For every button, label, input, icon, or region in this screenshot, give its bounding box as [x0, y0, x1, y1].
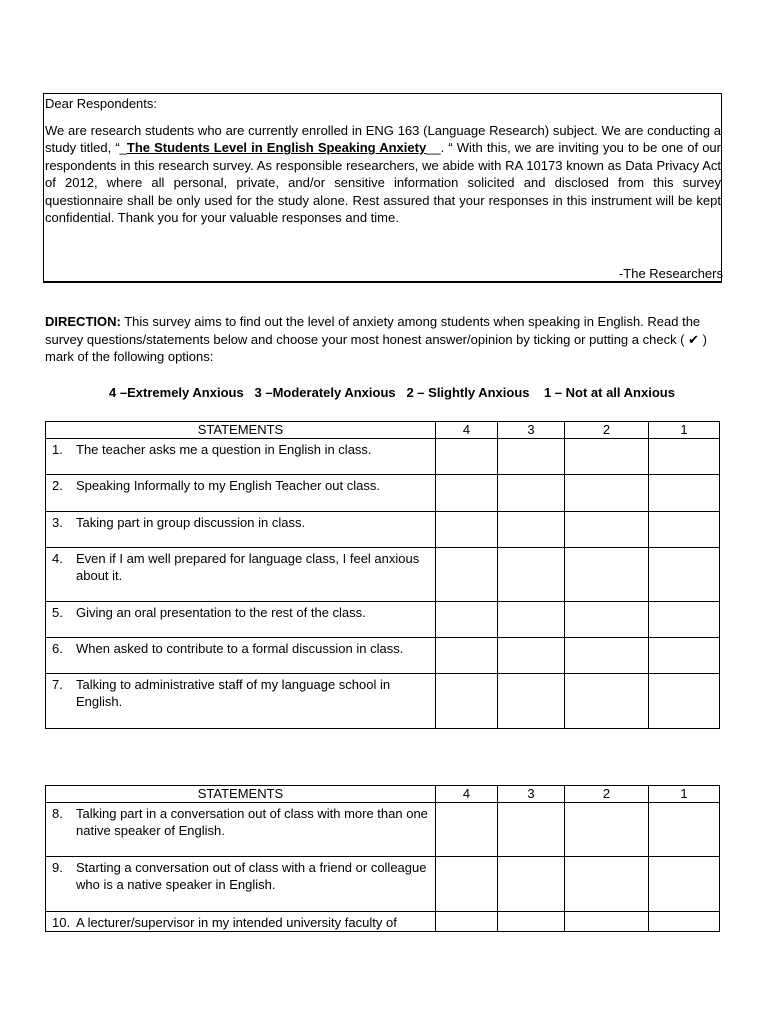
- direction-paragraph: [45, 313, 725, 366]
- statement-text: Talking to administrative staff of my language school in English.: [76, 677, 391, 710]
- statement-number: 1.: [52, 442, 63, 457]
- statement-cell: [46, 674, 436, 729]
- statement-number: 5.: [52, 605, 63, 620]
- rating-4-cell[interactable]: [436, 439, 498, 475]
- rating-1-cell[interactable]: [649, 857, 720, 912]
- statement-number: 10.: [52, 915, 71, 930]
- statement-number: 4.: [52, 551, 63, 566]
- table-row: [46, 638, 720, 674]
- letter-body: [45, 122, 721, 226]
- table-header-row: [46, 422, 720, 439]
- header-statements: STATEMENTS: [46, 786, 436, 803]
- rating-1-cell[interactable]: [649, 912, 720, 932]
- study-title: The Students Level in English Speaking Anxiety: [126, 140, 427, 156]
- statement-cell: [46, 439, 436, 475]
- rating-2-cell[interactable]: [565, 638, 649, 674]
- statement-text: Taking part in group discussion in class.: [76, 515, 306, 530]
- letter-greeting: Dear Respondents:: [45, 96, 158, 111]
- header-rating-1: 1: [649, 786, 720, 803]
- rating-3-cell[interactable]: [498, 674, 565, 729]
- header-rating-3: 3: [498, 786, 565, 803]
- table-row: [46, 912, 720, 932]
- header-statements: STATEMENTS: [46, 422, 436, 439]
- rating-2-cell[interactable]: [565, 548, 649, 602]
- direction-text: This survey aims to find out the level of anxiety among students when speaking in English. Read the survey questions/statements below and choose your most honest answer/opinion by ticking or putting a check ( ✔ ) mark of the following options:: [45, 314, 707, 364]
- letter-body-intro: We are research students who are currently enrolled in ENG 163 (Language Research) subject. We are conducting a study titled, “_: [45, 123, 721, 156]
- rating-1-cell[interactable]: [649, 803, 720, 857]
- table-row: [46, 803, 720, 857]
- table-row: [46, 857, 720, 912]
- header-rating-1: 1: [649, 422, 720, 439]
- statement-cell: [46, 475, 436, 512]
- rating-3-cell[interactable]: [498, 857, 565, 912]
- statement-text: Giving an oral presentation to the rest of the class.: [76, 605, 366, 620]
- rating-2-cell[interactable]: [565, 475, 649, 512]
- rating-4-cell[interactable]: [436, 857, 498, 912]
- rating-3-cell[interactable]: [498, 439, 565, 475]
- statement-number: 8.: [52, 806, 63, 821]
- direction-label: DIRECTION:: [45, 314, 121, 329]
- table-row: [46, 674, 720, 729]
- table-row: [46, 512, 720, 548]
- table-header-row: [46, 786, 720, 803]
- header-rating-2: 2: [565, 786, 649, 803]
- statement-text: A lecturer/supervisor in my intended university faculty of: [76, 915, 397, 930]
- statement-number: 2.: [52, 478, 63, 493]
- rating-2-cell[interactable]: [565, 857, 649, 912]
- statement-text: When asked to contribute to a formal discussion in class.: [76, 641, 404, 656]
- rating-1-cell[interactable]: [649, 512, 720, 548]
- table-row: [46, 475, 720, 512]
- rating-1-cell[interactable]: [649, 548, 720, 602]
- rating-3-cell[interactable]: [498, 548, 565, 602]
- statement-cell: [46, 803, 436, 857]
- table-row: [46, 439, 720, 475]
- statement-text: Talking part in a conversation out of class with more than one native speaker of English.: [76, 806, 428, 839]
- header-rating-2: 2: [565, 422, 649, 439]
- rating-3-cell[interactable]: [498, 475, 565, 512]
- statement-cell: [46, 602, 436, 638]
- rating-1-cell[interactable]: [649, 638, 720, 674]
- rating-4-cell[interactable]: [436, 803, 498, 857]
- statement-number: 3.: [52, 515, 63, 530]
- survey-table-2: [45, 785, 720, 932]
- statement-text: The teacher asks me a question in English in class.: [76, 442, 372, 457]
- rating-4-cell[interactable]: [436, 638, 498, 674]
- statement-text: Starting a conversation out of class with a friend or colleague who is a native speaker in English.: [76, 860, 427, 893]
- statement-number: 6.: [52, 641, 63, 656]
- rating-2-cell[interactable]: [565, 439, 649, 475]
- statement-cell: [46, 912, 436, 932]
- rating-2-cell[interactable]: [565, 602, 649, 638]
- table-row: [46, 548, 720, 602]
- rating-2-cell[interactable]: [565, 512, 649, 548]
- rating-2-cell[interactable]: [565, 912, 649, 932]
- rating-4-cell[interactable]: [436, 548, 498, 602]
- rating-4-cell[interactable]: [436, 512, 498, 548]
- rating-scale-legend: 4 –Extremely Anxious 3 –Moderately Anxious 2 – Slightly Anxious 1 – Not at all Anxious: [109, 385, 675, 400]
- statement-number: 7.: [52, 677, 63, 692]
- header-rating-3: 3: [498, 422, 565, 439]
- rating-1-cell[interactable]: [649, 475, 720, 512]
- statement-text: Speaking Informally to my English Teacher out class.: [76, 478, 380, 493]
- statement-cell: [46, 548, 436, 602]
- table-row: [46, 602, 720, 638]
- header-rating-4: 4: [436, 422, 498, 439]
- rating-2-cell[interactable]: [565, 803, 649, 857]
- rating-4-cell[interactable]: [436, 674, 498, 729]
- statement-number: 9.: [52, 860, 63, 875]
- letter-body-rest: __. “ With this, we are inviting you to be one of our respondents in this research survey. As responsible researchers, we abide with RA 10173 known as Data Privacy Act of 2012, where all personal, private, and/or sensitive information solicited and disclosed from this survey questionnaire shall be only used for the study alone. Rest assured that your responses in this instrument will be kept confidential. Thank you for your valuable responses and time.: [45, 140, 721, 226]
- rating-3-cell[interactable]: [498, 512, 565, 548]
- survey-table-1: [45, 421, 720, 729]
- rating-4-cell[interactable]: [436, 602, 498, 638]
- statement-cell: [46, 638, 436, 674]
- rating-1-cell[interactable]: [649, 602, 720, 638]
- header-rating-4: 4: [436, 786, 498, 803]
- rating-4-cell[interactable]: [436, 475, 498, 512]
- statement-text: Even if I am well prepared for language class, I feel anxious about it.: [76, 551, 420, 584]
- rating-3-cell[interactable]: [498, 912, 565, 932]
- statement-cell: [46, 857, 436, 912]
- rating-3-cell[interactable]: [498, 602, 565, 638]
- rating-1-cell[interactable]: [649, 674, 720, 729]
- consent-letter-box: [43, 93, 722, 283]
- letter-signature: -The Researchers: [618, 266, 723, 281]
- rating-3-cell[interactable]: [498, 803, 565, 857]
- statement-cell: [46, 512, 436, 548]
- rating-1-cell[interactable]: [649, 439, 720, 475]
- rating-2-cell[interactable]: [565, 674, 649, 729]
- rating-3-cell[interactable]: [498, 638, 565, 674]
- rating-4-cell[interactable]: [436, 912, 498, 932]
